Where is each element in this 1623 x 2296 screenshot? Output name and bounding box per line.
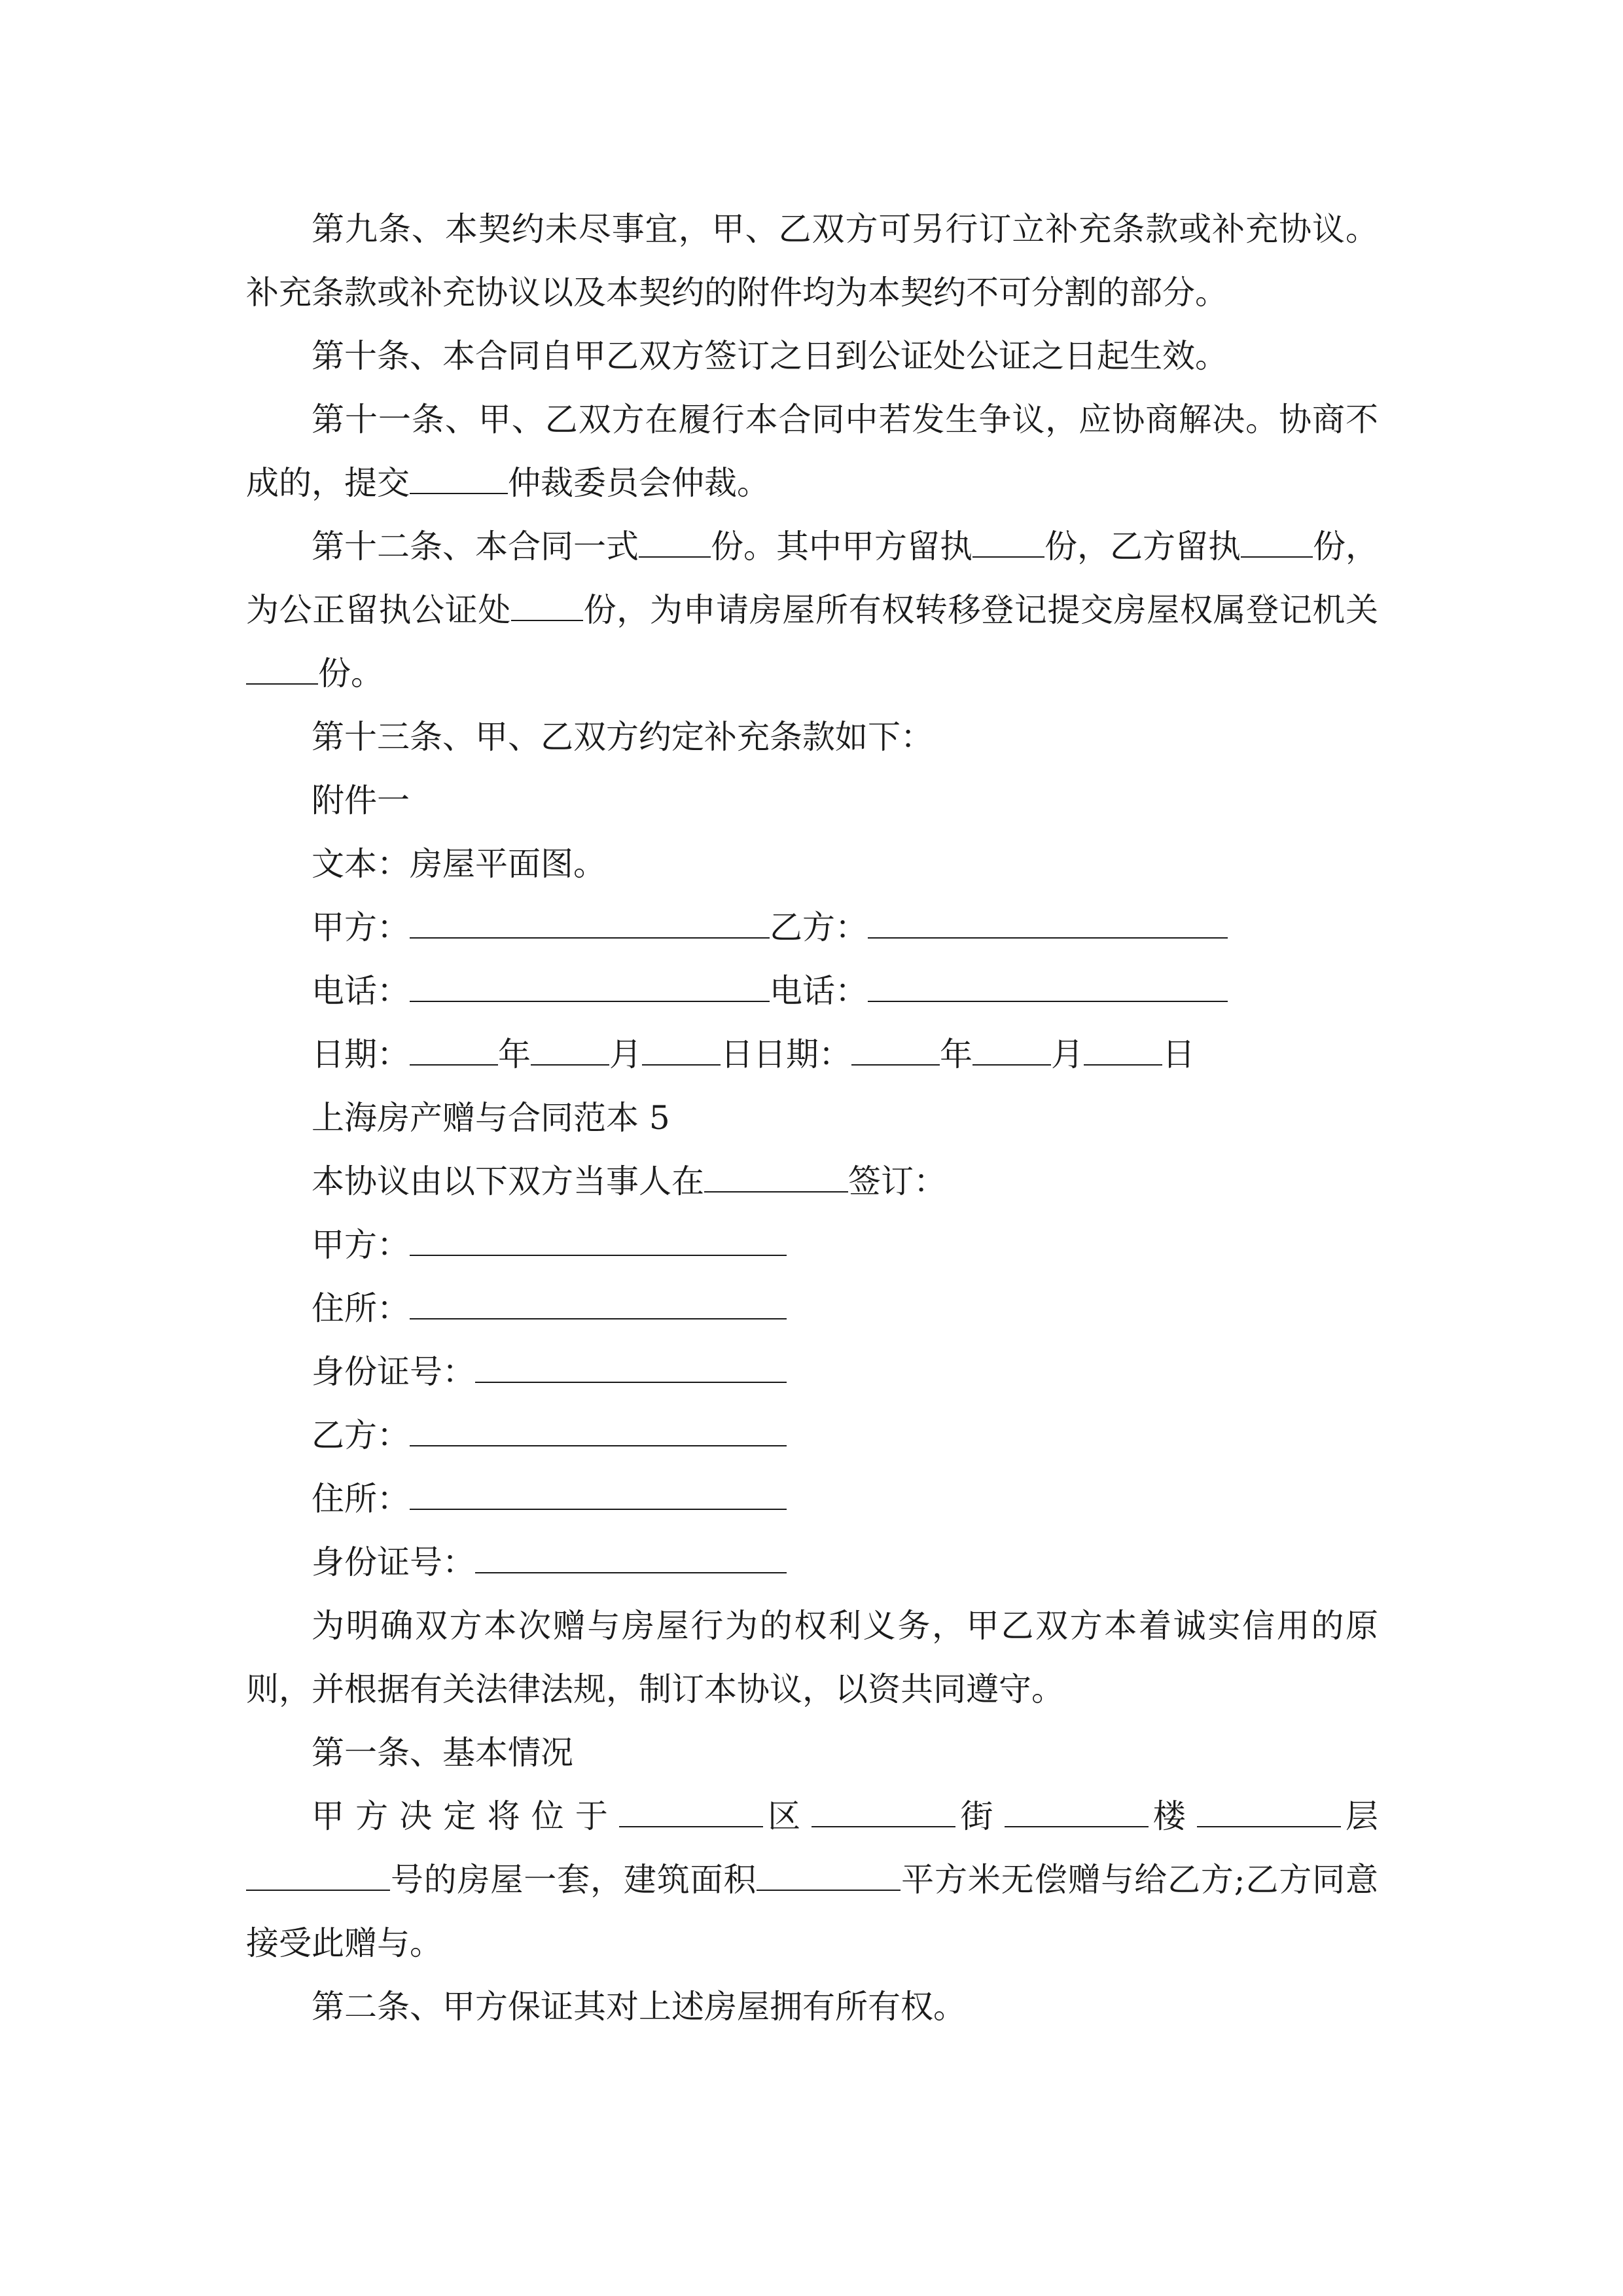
phone-b-label: 电话： bbox=[770, 972, 868, 1010]
clause-12-text-e: 份，为申请房屋所有权转移登记提交房屋权属登记机关 bbox=[583, 591, 1378, 629]
sign-party-a-label: 甲方： bbox=[312, 908, 410, 946]
date-a-year-blank bbox=[410, 1038, 498, 1066]
party-b-address-label: 住所： bbox=[312, 1480, 410, 1518]
article-1-floor: 层 bbox=[1340, 1797, 1379, 1835]
blank-copies-a bbox=[972, 530, 1044, 558]
party-b-row bbox=[246, 1404, 1378, 1467]
date-b-year-blank bbox=[851, 1038, 940, 1066]
date-b-month: 月 bbox=[1051, 1035, 1084, 1073]
article-1-title: 第一条、基本情况 bbox=[312, 1734, 573, 1772]
date-b-day-blank bbox=[1084, 1038, 1162, 1066]
article-2: 第二条、甲方保证其对上述房屋拥有所有权。 bbox=[312, 1988, 966, 2026]
blank-building bbox=[1005, 1800, 1149, 1827]
date-a-day: 日 bbox=[721, 1035, 753, 1073]
phone-a-label: 电话： bbox=[312, 972, 410, 1010]
signature-parties-row bbox=[246, 896, 1378, 960]
date-a-month: 月 bbox=[609, 1035, 642, 1073]
article-1-text-c: 平方米无偿赠与给乙方;乙方同意接受此赠与。 bbox=[246, 1861, 1378, 1962]
party-b-id-row bbox=[246, 1531, 1378, 1594]
blank-street bbox=[812, 1800, 955, 1827]
clause-9: 第九条、本契约未尽事宜，甲、乙双方可另行订立补充条款或补充协议。补充条款或补充协议以及本契约的附件均为本契约不可分割的部分。 bbox=[246, 210, 1378, 312]
blank-floor bbox=[1197, 1800, 1341, 1827]
attachment-text: 文本：房屋平面图。 bbox=[312, 845, 606, 883]
party-a-id-row bbox=[246, 1340, 1378, 1404]
signature-date-row bbox=[246, 1023, 1378, 1086]
date-a-year: 年 bbox=[498, 1035, 531, 1073]
blank-copies-registry bbox=[246, 657, 318, 685]
phone-b-blank bbox=[868, 975, 1228, 1002]
party-b-address-row bbox=[246, 1467, 1378, 1531]
date-a-day-blank bbox=[642, 1038, 721, 1066]
phone-a-blank bbox=[410, 975, 770, 1002]
clause-10: 第十条、本合同自甲乙双方签订之日到公证处公证之日起生效。 bbox=[312, 337, 1228, 375]
clause-11-tail: 仲裁委员会仲裁。 bbox=[508, 464, 770, 502]
blank-copies-notary bbox=[511, 594, 583, 621]
blank-signing-place bbox=[704, 1165, 848, 1193]
party-a-row bbox=[246, 1213, 1378, 1277]
date-b-label: 日期： bbox=[753, 1035, 851, 1073]
party-a-id-blank bbox=[475, 1355, 787, 1383]
clause-11-text: 第十一条、甲、乙双方在履行本合同中若发生争议，应协商解决。协商不成的，提交 bbox=[246, 401, 1378, 502]
article-1-text-a: 甲方决定将位于 bbox=[312, 1797, 619, 1835]
clause-13: 第十三条、甲、乙双方约定补充条款如下： bbox=[312, 718, 933, 756]
clause-12-text-a: 第十二条、本合同一式 bbox=[312, 528, 639, 565]
date-b-month-blank bbox=[972, 1038, 1051, 1066]
contract-5-intro bbox=[246, 1150, 1378, 1213]
signature-phone-row bbox=[246, 960, 1378, 1023]
article-1-body bbox=[246, 1785, 1378, 1975]
blank-copies-b bbox=[1241, 530, 1313, 558]
article-1-district: 区 bbox=[763, 1797, 812, 1835]
clause-12-text-b: 份。其中甲方留执 bbox=[711, 528, 972, 565]
blank-number bbox=[246, 1863, 390, 1891]
article-1-building: 楼 bbox=[1148, 1797, 1197, 1835]
clause-12 bbox=[246, 515, 1378, 706]
party-a-address-row bbox=[246, 1277, 1378, 1340]
party-a-label: 甲方： bbox=[312, 1226, 410, 1264]
party-b-label: 乙方： bbox=[312, 1416, 410, 1454]
date-b-day: 日 bbox=[1162, 1035, 1195, 1073]
article-1-text-b: 号的房屋一套，建筑面积 bbox=[390, 1861, 757, 1899]
party-b-blank bbox=[410, 1419, 787, 1446]
clause-12-text-d: 份，为公正留执公证处 bbox=[246, 528, 1378, 629]
attachment-heading: 附件一 bbox=[312, 781, 410, 819]
sign-party-b-label: 乙方： bbox=[770, 908, 868, 946]
blank-arbitration bbox=[410, 467, 508, 494]
blank-district bbox=[619, 1800, 763, 1827]
clause-12-text-c: 份，乙方留执 bbox=[1044, 528, 1241, 565]
blank-area bbox=[757, 1863, 901, 1891]
article-1-street: 街 bbox=[955, 1797, 1005, 1835]
contract-5-title: 上海房产赠与合同范本 5 bbox=[312, 1099, 670, 1137]
sign-party-b-blank bbox=[868, 911, 1228, 939]
preamble: 为明确双方本次赠与房屋行为的权利义务，甲乙双方本着诚实信用的原则，并根据有关法律法规，制订本协议，以资共同遵守。 bbox=[246, 1607, 1378, 1708]
party-a-address-label: 住所： bbox=[312, 1289, 410, 1327]
party-b-address-blank bbox=[410, 1482, 787, 1510]
party-a-blank bbox=[410, 1229, 787, 1256]
party-b-id-blank bbox=[475, 1546, 787, 1573]
sign-party-a-blank bbox=[410, 911, 770, 939]
party-a-id-label: 身份证号： bbox=[312, 1353, 475, 1391]
document-body bbox=[246, 198, 1378, 2039]
date-a-label: 日期： bbox=[312, 1035, 410, 1073]
party-b-id-label: 身份证号： bbox=[312, 1543, 475, 1581]
intro-text: 本协议由以下双方当事人在 bbox=[312, 1162, 704, 1200]
clause-11 bbox=[246, 388, 1378, 515]
party-a-address-blank bbox=[410, 1292, 787, 1319]
date-a-month-blank bbox=[531, 1038, 609, 1066]
clause-12-text-f: 份。 bbox=[318, 655, 383, 692]
blank-copies-total bbox=[639, 530, 711, 558]
date-b-year: 年 bbox=[940, 1035, 972, 1073]
intro-tail: 签订： bbox=[848, 1162, 946, 1200]
